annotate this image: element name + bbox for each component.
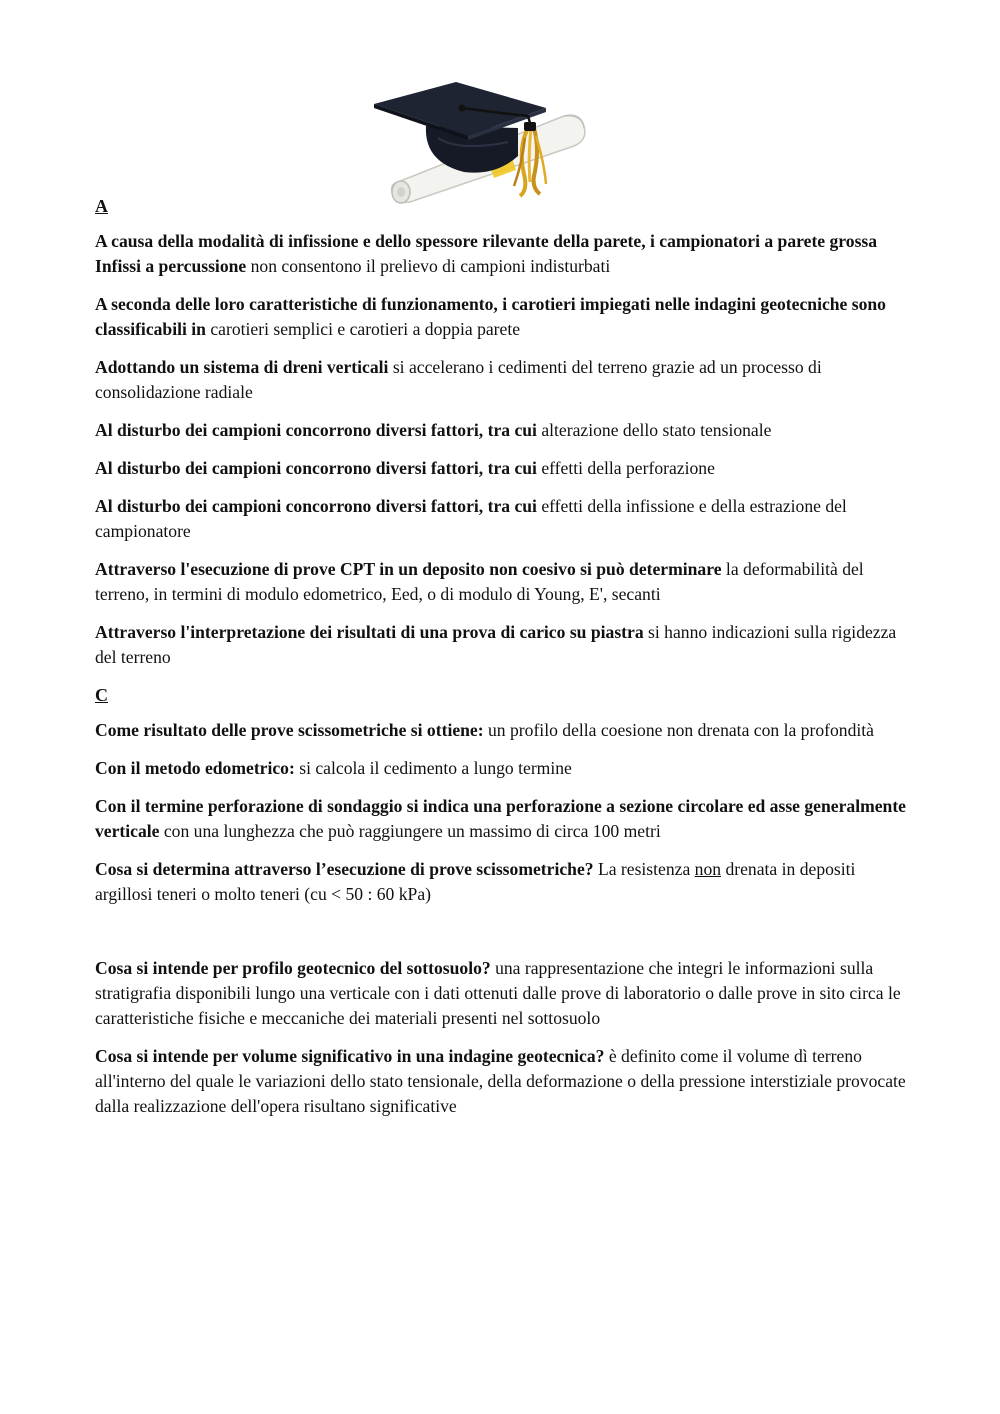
entry-2 [95, 292, 907, 342]
entry-question: Cosa si determina attraverso l’esecuzione di prove scissometriche? [95, 859, 594, 879]
entry-answer: un profilo della coesione non drenata con la profondità [483, 720, 874, 740]
entry-answer: non consentono il prelievo di campioni indisturbati [246, 256, 611, 276]
entry-11 [95, 794, 907, 844]
entry-answer: La resistenza [593, 859, 695, 879]
graduation-cap-diploma-icon [368, 78, 594, 204]
entry-answer: effetti della infissione e della estrazione del campionatore [95, 496, 847, 541]
section-heading-a: A [95, 196, 108, 216]
entry-10 [95, 756, 907, 781]
entry-question: A causa della modalità di infissione e dello spessore rilevante della parete, i campionatori a parete grossa Infissi a percussione [95, 231, 878, 276]
entry-answer: si hanno indicazioni sulla rigidezza del terreno [95, 622, 897, 667]
entry-answer: effetti della perforazione [536, 458, 715, 478]
entry-question: Al disturbo dei campioni concorrono diversi fattori, tra cui [95, 458, 537, 478]
entry-question: Cosa si intende per profilo geotecnico del sottosuolo? [95, 958, 491, 978]
entry-question: Con il termine perforazione di sondaggio si indica una perforazione a sezione circolare ed asse generalmente verticale [95, 796, 906, 841]
glossary-content [95, 194, 907, 1132]
entry-13 [95, 956, 907, 1031]
entry-5 [95, 456, 907, 481]
entry-4 [95, 418, 907, 443]
entry-question: Attraverso l'esecuzione di prove CPT in un deposito non coesivo si può determinare [95, 559, 722, 579]
entry-7 [95, 557, 907, 607]
entry-question: Al disturbo dei campioni concorrono diversi fattori, tra cui [95, 420, 537, 440]
entry-14 [95, 1044, 907, 1119]
entry-12 [95, 857, 907, 907]
section-heading-c: C [95, 685, 108, 705]
entry-8 [95, 620, 907, 670]
entry-question: Con il metodo edometrico: [95, 758, 295, 778]
entry-question: Al disturbo dei campioni concorrono diversi fattori, tra cui [95, 496, 537, 516]
entry-answer: drenata in depositi argillosi teneri o molto teneri (cu < 50 : 60 kPa) [95, 859, 856, 904]
entry-3 [95, 355, 907, 405]
entry-question: Adottando un sistema di dreni verticali [95, 357, 389, 377]
entry-answer: carotieri semplici e carotieri a doppia parete [205, 319, 521, 339]
entry-answer: con una lunghezza che può raggiungere un massimo di circa 100 metri [159, 821, 661, 841]
entry-answer: alterazione dello stato tensionale [536, 420, 772, 440]
entry-answer: la deformabilità del terreno, in termini di modulo edometrico, Eed, o di modulo di Young, E', secanti [95, 559, 864, 604]
entry-answer: una rappresentazione che integri le informazioni sulla stratigrafia disponibili lungo una verticale con i dati ottenuti dalle prove di laboratorio o dalle prove in sito circa le caratteristiche fisiche e meccaniche dei materiali presenti nel sottosuolo [95, 958, 901, 1028]
entry-question: Come risultato delle prove scissometriche si ottiene: [95, 720, 484, 740]
entry-question: Attraverso l'interpretazione dei risultati di una prova di carico su piastra [95, 622, 644, 642]
entry-9 [95, 718, 907, 743]
entry-1 [95, 229, 907, 279]
entry-answer: è definito come il volume dì terreno all'interno del quale le variazioni dello stato tensionale, della deformazione o della pressione interstiziale provocate dalla realizzazione dell'opera risultano significative [95, 1046, 906, 1116]
entry-question: Cosa si intende per volume significativo in una indagine geotecnica? [95, 1046, 605, 1066]
entry-answer-underlined: non [694, 859, 722, 879]
spacer [95, 920, 907, 956]
entry-question: A seconda delle loro caratteristiche di funzionamento, i carotieri impiegati nelle indagini geotecniche sono classificabili in [95, 294, 886, 339]
entry-answer: si accelerano i cedimenti del terreno grazie ad un processo di consolidazione radiale [95, 357, 822, 402]
entry-6 [95, 494, 907, 544]
entry-answer: si calcola il cedimento a lungo termine [294, 758, 572, 778]
